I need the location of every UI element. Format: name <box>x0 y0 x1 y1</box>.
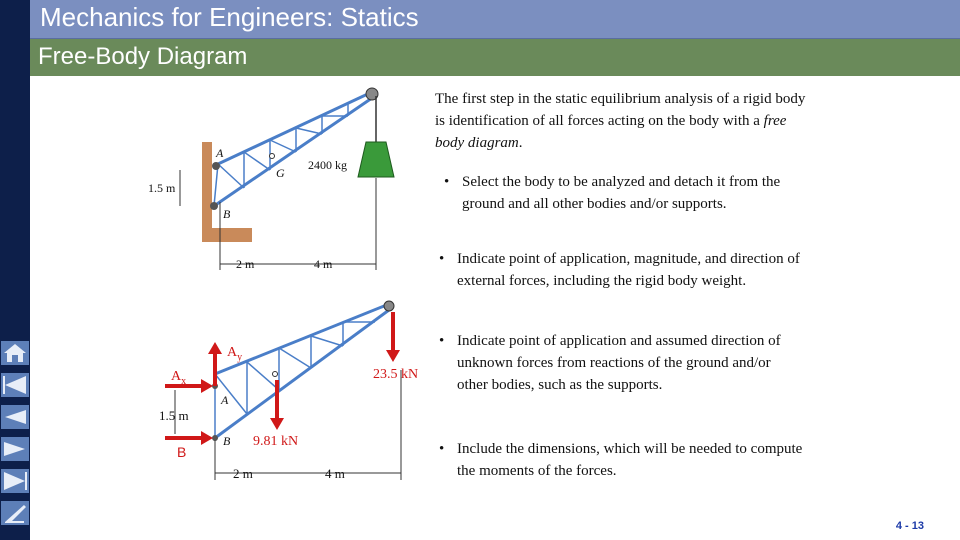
weight-box <box>358 142 394 177</box>
dim-left-label: 2 m <box>236 257 255 271</box>
label-B: B <box>223 207 231 221</box>
dim-right-label: 4 m <box>314 257 333 271</box>
weight-label: 2400 kg <box>308 158 347 172</box>
crane-figure <box>140 82 430 277</box>
previous-slide-button[interactable] <box>0 404 30 430</box>
slide-navigation <box>0 340 30 532</box>
page-title: Mechanics for Engineers: Statics <box>40 2 419 32</box>
bullet-text: Indicate point of application, magnitude, and direction of external forces, including the rigid body weight. <box>457 251 800 289</box>
center-of-gravity <box>270 154 275 159</box>
intro-emphasis: free body diagram <box>435 113 787 151</box>
exit-icon <box>0 500 30 526</box>
weight-label: 9.81 kN <box>253 434 299 449</box>
pin-A <box>212 162 220 170</box>
label-Ax: $A_x$ <box>171 369 187 387</box>
height-label: 1.5 m <box>159 408 189 423</box>
previous-slide-icon <box>0 404 30 430</box>
ground-support <box>202 228 252 242</box>
bullet-item-3: • Indicate point of application and assumed direction of unknown forces from reactions of the ground and/or other bodies, such as the supports. <box>439 333 781 393</box>
next-slide-button[interactable] <box>0 436 30 462</box>
last-slide-icon <box>0 468 30 494</box>
intro-paragraph <box>435 88 815 154</box>
next-slide-icon <box>0 436 30 462</box>
label-force-B: B <box>177 444 187 460</box>
subtitle-bar <box>30 39 960 76</box>
free-body-diagram <box>155 290 435 490</box>
label-G: G <box>276 166 285 180</box>
exit-button[interactable] <box>0 500 30 526</box>
bullet-text: Include the dimensions, which will be needed to compute the moments of the forces. <box>457 441 803 479</box>
bullet-text: Indicate point of application and assumed direction of unknown forces from reactions of the ground and/or other bodies, such as the supports. <box>457 333 781 393</box>
dim-left-label: 2 m <box>233 466 253 481</box>
height-label: 1.5 m <box>148 181 176 195</box>
label-Ay: $A_y$ <box>227 345 243 363</box>
bullet-item-2: • Indicate point of application, magnitude, and direction of external forces, including the rigid body weight. <box>439 251 800 289</box>
dim-right-label: 4 m <box>325 466 345 481</box>
first-slide-button[interactable] <box>0 372 30 398</box>
intro-text: The first step in the static equilibrium analysis of a rigid body is identification of all forces acting on the body with a <box>435 91 806 129</box>
pin-B <box>210 202 218 210</box>
bullet-text: Select the body to be analyzed and detach it from the ground and all other bodies and/or supports. <box>462 174 781 212</box>
label-B: B <box>223 434 231 448</box>
title-bar <box>30 0 960 39</box>
last-slide-button[interactable] <box>0 468 30 494</box>
first-slide-icon <box>0 372 30 398</box>
slide-subtitle: Free-Body Diagram <box>38 43 248 70</box>
bullet-item-1: • Select the body to be analyzed and detach it from the ground and all other bodies and/or supports. <box>444 174 781 212</box>
home-icon <box>0 340 30 366</box>
label-A: A <box>216 146 224 160</box>
load-label: 23.5 kN <box>373 367 419 382</box>
bullet-item-4: • Include the dimensions, which will be needed to compute the moments of the forces. <box>439 441 803 479</box>
home-button[interactable] <box>0 340 30 366</box>
wall-support <box>202 142 212 230</box>
intro-period: . <box>518 135 523 151</box>
page-number: 4 - 13 <box>895 520 924 532</box>
label-A: A <box>221 393 229 407</box>
